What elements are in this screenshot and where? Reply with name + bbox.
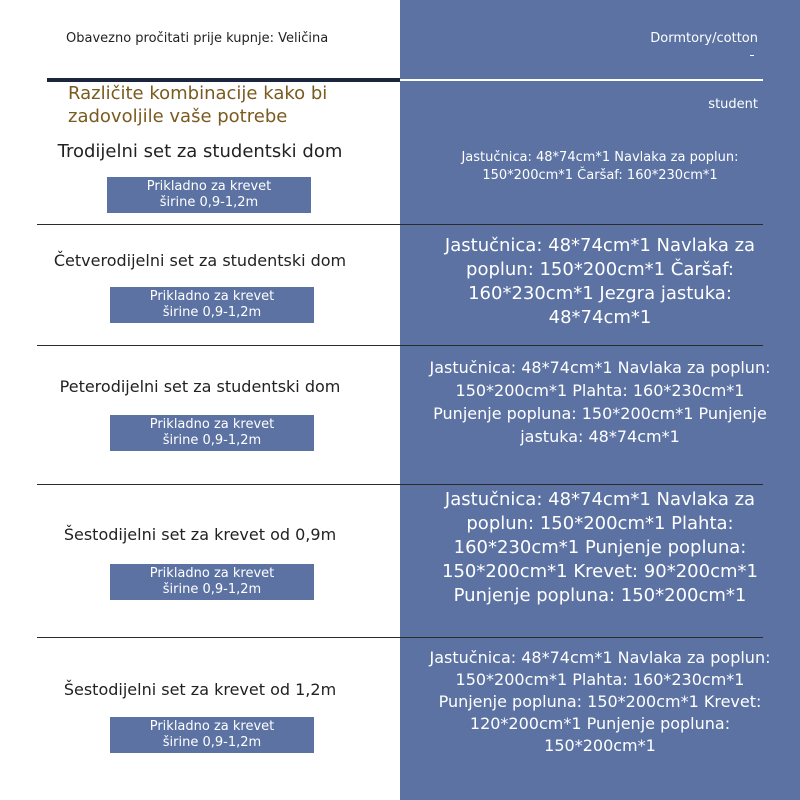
- set-title-6-piece-1-2m: Šestodijelni set za krevet od 1,2m: [63, 680, 337, 699]
- example-line-1: Prikladno za krevet: [149, 417, 275, 432]
- set-title-5-piece: Peterodijelni set za studentski dom: [59, 377, 341, 396]
- set-description-6-piece-0-9m: Jastučnica: 48*74cm*1 Navlaka za poplun: 150*200cm*1 Plahta: 160*230cm*1 Punjenje popluna: 150*200cm*1 Krevet: 90*200cm*1 Punjenje popluna: 150*200cm*1: [442, 489, 758, 606]
- header-category: Dormtory/cotton: [650, 31, 758, 46]
- example-line-1: Prikladno za krevet: [149, 719, 275, 734]
- example-badge-3-piece: [107, 177, 311, 213]
- header-divider-white: [400, 79, 763, 81]
- set-title-6-piece-0-9m: Šestodijelni set za krevet od 0,9m: [63, 525, 337, 544]
- intro-text: [68, 82, 327, 128]
- example-badge-4-piece: [110, 287, 314, 323]
- set-description-5-piece: Jastučnica: 48*74cm*1 Navlaka za poplun: 150*200cm*1 Plahta: 160*230cm*1 Punjenje popluna: 150*200cm*1 Punjenje jastuka: 48*74cm*1: [429, 358, 771, 446]
- example-line-1: Prikladno za krevet: [149, 289, 275, 304]
- example-line-2: širine 0,9-1,2m: [162, 735, 262, 750]
- example-line-2: širine 0,9-1,2m: [162, 305, 262, 320]
- intro-line-1: Različite kombinacije kako bi: [68, 83, 328, 104]
- section-divider: [37, 224, 763, 225]
- section-divider: [37, 637, 763, 638]
- section-divider: [37, 484, 763, 485]
- section-divider: [37, 345, 763, 346]
- example-line-2: širine 0,9-1,2m: [159, 195, 259, 210]
- set-description-3-piece: Jastučnica: 48*74cm*1 Navlaka za poplun: 150*200cm*1 Čaršaf: 160*230cm*1: [461, 150, 739, 183]
- example-line-1: Prikladno za krevet: [146, 179, 272, 194]
- example-badge-5-piece: [110, 415, 314, 451]
- header-notice: Obavezno pročitati prije kupnje: Veličina: [66, 31, 329, 46]
- set-description-6-piece-1-2m: Jastučnica: 48*74cm*1 Navlaka za poplun: 150*200cm*1 Plahta: 160*230cm*1 Punjenje popluna: 150*200cm*1 Krevet: 120*200cm*1 Punjenje popluna: 150*200cm*1: [429, 648, 771, 755]
- example-badge-6-piece-0-9m: [110, 564, 314, 600]
- example-line-2: širine 0,9-1,2m: [162, 582, 262, 597]
- set-title-3-piece: Trodijelni set za studentski dom: [57, 141, 343, 162]
- example-line-1: Prikladno za krevet: [149, 566, 275, 581]
- example-badge-6-piece-1-2m: [110, 717, 314, 753]
- example-line-2: širine 0,9-1,2m: [162, 433, 262, 448]
- set-title-4-piece: Četverodijelni set za studentski dom: [53, 251, 347, 270]
- intro-line-2: zadovoljile vaše potrebe: [68, 106, 288, 127]
- set-description-4-piece: Jastučnica: 48*74cm*1 Navlaka za poplun: 150*200cm*1 Čaršaf: 160*230cm*1 Jezgra jastuka: 48*74cm*1: [444, 235, 756, 328]
- header-underline: [750, 55, 754, 56]
- student-label: student: [708, 97, 758, 112]
